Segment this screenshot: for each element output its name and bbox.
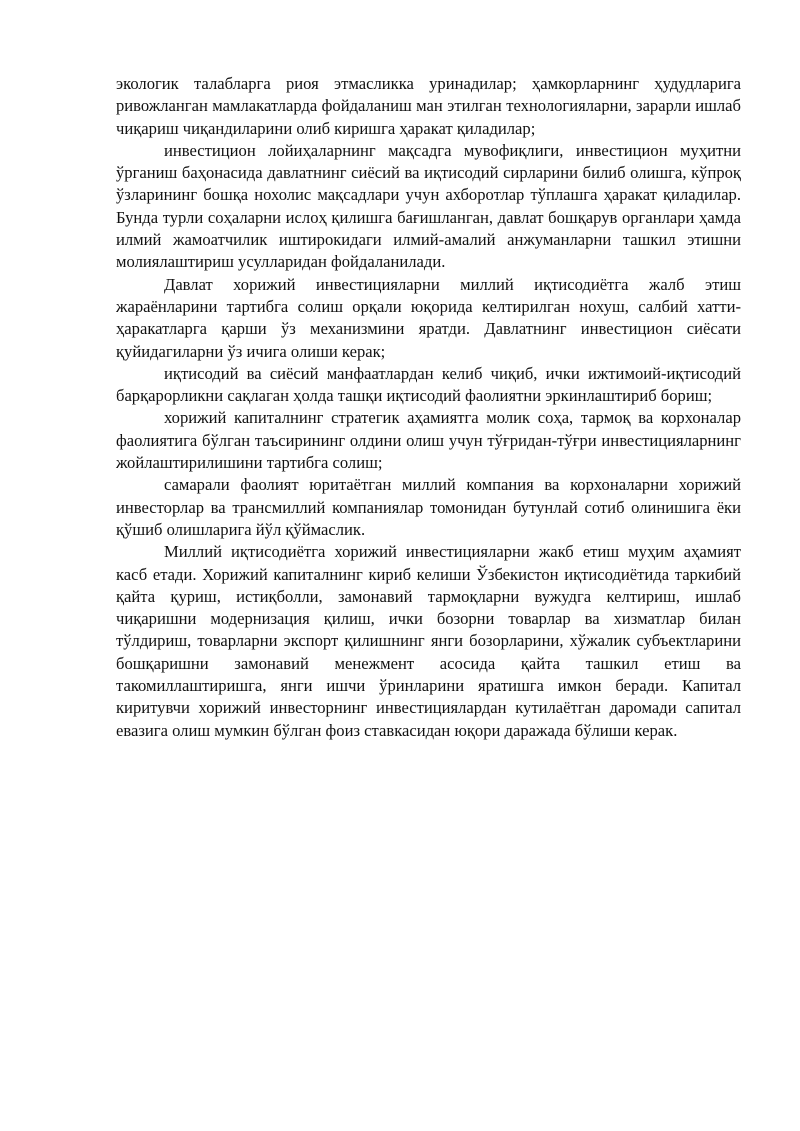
paragraph-national-companies: самарали фаолият юритаётган миллий компания ва корхоналарни хорижий инвесторлар ва трансмиллий компаниялар томонидан бутунлай сотиб олинишига ёки қўшиб олишларига йўл қўймаслик. <box>116 475 741 539</box>
document-page <box>116 73 741 742</box>
paragraph-strategic-capital: хорижий капиталнинг стратегик аҳамиятга молик соҳа, тармоқ ва корхоналар фаолиятига бўлган таъсирининг олдини олиш учун тўғридан-тўғри инвестицияларнинг жойлаштирилишини тартибга солиш; <box>116 408 741 473</box>
paragraph-foreign-investment-importance: Миллий иқтисодиётга хорижий инвестицияларни жакб етиш муҳим аҳамият касб етади. Хорижий капиталнинг кириб келиши Ўзбекистон иқтисодиётида таркибий қайта қуриш, истиқболли, замонавий тармоқларни вужудга келтириш, ишлаб чиқаришни модернизация қилиш, ички бозорни товарлар ва хизматлар билан тўлдириш, товарларни экспорт қилишнинг янги бозорларини, хўжалик субъектларини бошқаришни замонавий менежмент асосида қайта ташкил етиш ва такомиллаштиришга, янги ишчи ўринларини яратишга имкон беради. Капитал киритувчи хорижий инвесторнинг инвестициялардан кутилаётган даромади сапитал евазига олиш мумкин бўлган фоиз ставкасидан юқори даражада бўлиши керак. <box>116 542 741 740</box>
paragraph-state-regulation: Давлат хорижий инвестицияларни миллий иқтисодиётга жалб этиш жараёнларини тартибга солиш орқали юқорида келтирилган нохуш, салбий хатти-ҳаракатларга қарши ўз механизмини яратди. Давлатнинг инвестицион сиёсати қуйидагиларни ўз ичига олиши керак; <box>116 274 741 361</box>
paragraph-continuation: экологик талабларга риоя этмасликка уринадилар; ҳамкорларнинг ҳудудларига ривожланган мамлакатларда фойдаланиш ман этилган технологияларни, зарарли ишлаб чиқариш чиқандиларини олиб киришга ҳаракат қиладилар; <box>116 74 741 138</box>
paragraph-investment-projects: инвестицион лойиҳаларнинг мақсадга мувофиқлиги, инвестицион муҳитни ўрганиш баҳонасида давлатнинг сиёсий ва иқтисодий сирларини билиб олишга, кўпроқ ўзларининг бошқа нохолис мақсадлари учун ахборотлар тўплашга ҳаракат қиладилар. Бунда турли соҳаларни ислоҳ қилишга бағишланган, давлат бошқарув органлари ҳамда илмий жамоатчилик иштирокидаги илмий-амалий анжуманларни ташкил этишни молиялаштириш усулларидан фойдаланилади. <box>116 140 741 272</box>
paragraph-liberalization: иқтисодий ва сиёсий манфаатлардан келиб чиқиб, ички ижтимоий-иқтисодий барқарорликни сақлаган ҳолда ташқи иқтисодий фаолиятни эркинлаштириб бориш; <box>116 363 741 406</box>
